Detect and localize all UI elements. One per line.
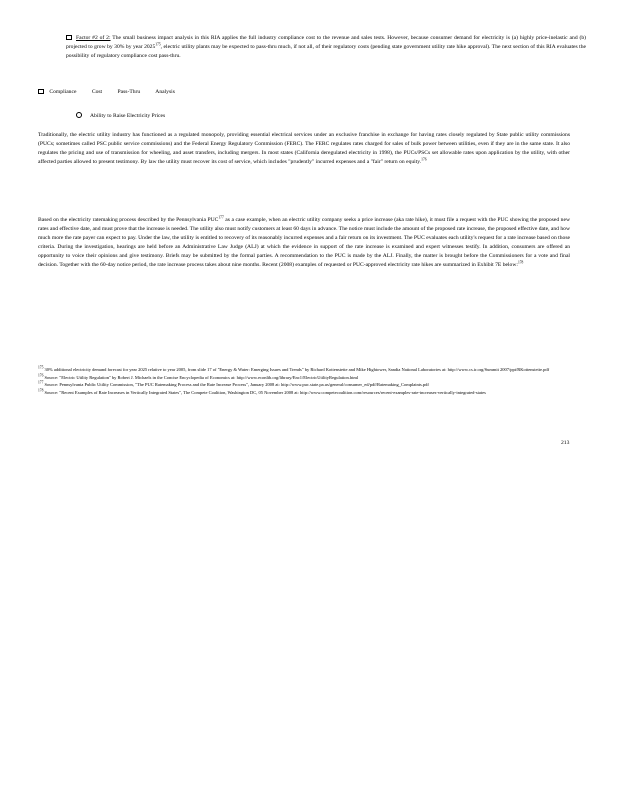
footnote bbox=[38, 367, 570, 373]
subsection-heading-text: Ability to Raise Electricity Prices bbox=[90, 113, 166, 119]
footnote-number: 178 bbox=[38, 387, 44, 392]
factor-text-continued: , electric utility plants may be expected to pass-thru much, if not all, of their regulatory costs (pending state government utility rate hike approval). The next section of this RIA evaluates the possibility of regulatory compliance cost pass-thru. bbox=[66, 43, 586, 59]
footnote-number: 176 bbox=[38, 372, 44, 377]
footnote-number: 175 bbox=[38, 365, 44, 370]
paragraph-text: Traditionally, the electric utility industry has functioned as a regulated monopoly, providing essential electrical services under an exclusive franchise in exchange for having rates closely regulated by State public utility commissions (PUCs; sometimes called PSC public service commissions) and the Federal Energy Regulatory Commission (FERC). The FERC regulates rates charged for sales of bulk power between utilities, even if they are in the same state. It also regulates the pricing and use of transmission for wheeling, and asset transfers, including mergers. In most states (California deregulated electricity in 1998), the PUCs/PSCs set allowable rates upon application by the utility, with other affected parties allowed to present testimony. By law the utility must recover its cost of service, which includes "prudently" incurred expenses and a "fair" return on equity. bbox=[38, 132, 570, 165]
factor-paragraph bbox=[66, 34, 586, 61]
page-number: 213 bbox=[561, 440, 570, 446]
heading-word: Cost bbox=[91, 89, 103, 95]
checkbox-bullet-icon bbox=[38, 89, 44, 94]
footnote-ref[interactable]: 176 bbox=[421, 157, 427, 162]
footnote-text: Source: Pennsylvania Public Utility Commission, "The PUC Ratemaking Process and the Rate Increase Process", January 2008 at: http://www.puc.state.pa.us/general/consumer_ed/pdf/Ratemaking_Complaints.pdf bbox=[44, 382, 429, 387]
footnote-number: 177 bbox=[38, 380, 44, 385]
heading-word: Compliance bbox=[49, 89, 77, 95]
footnotes bbox=[38, 367, 570, 397]
body-paragraph-2 bbox=[38, 216, 570, 269]
paragraph-text-continued: as a case example, when an electric utility company seeks a price increase (aka rate hike), it must file a request with the PUC showing the proposed new rates and effective date, and must prove that the increase is needed. The utility also must notify customers at least 60 days in advance. The notice must include the amount of the proposed rate increase, the proposed effective date, and how much more the rate payer can expect to pay. Under the law, the utility is entitled to recovery of its reasonably incurred expenses and a fair return on its investment. The PUC evaluates each utility's request for a rate increase based on those criteria. During the investigation, hearings are held before an Administrative Law Judge (ALJ) at which the evidence in support of the rate increase is examined and expert witnesses testify. In addition, consumers are offered an opportunity to voice their opinions and give testimony. Briefs may be submitted by the formal parties. A recommendation to the PUC is made by the ALJ. Finally, the matter is brought before the Commissioners for a vote and final decision. Together with the 60-day notice period, the rate increase process takes about nine months. Recent (2008) examples of requested or PUC-approved electricity rate hikes are summarized in Exhibit 7E below: bbox=[38, 217, 570, 268]
footnote-text: 30% additional electricity demand forecast for year 2025 relative to year 2005, from slide 17 of "Energy & Water: Emerging Issues and Trends" by Richard Kottenstette and Mike Hightower, Sandia National Laboratories at: http://www.cs.ir.org/Summit 2007/ppt/RKottenstette.pdf bbox=[44, 367, 550, 372]
body-paragraph-1 bbox=[38, 131, 570, 167]
footnote-text: Source: "Recent Examples of Rate Increases in Vertically Integrated States", The Compete Coalition, Washington DC, 05 November 2008 at: http://www.competecoalition.com/resources/recent-examples-rate-increases-vertically-integrated-states bbox=[44, 389, 486, 395]
section-heading bbox=[38, 88, 189, 96]
footnote-text: Source: "Electric Utility Regulation" by Robert J. Michaels in the Concise Encyclopedia of Economics at: http://www.econlib.org/library/Enc1/ElectricUtilityRegulation.html bbox=[44, 374, 359, 380]
heading-word: Pass-Thru bbox=[117, 89, 141, 95]
footnote bbox=[38, 372, 570, 381]
footnote-ref[interactable]: 175 bbox=[155, 42, 161, 47]
heading-word: Analysis bbox=[155, 89, 175, 95]
circle-bullet-icon bbox=[76, 112, 82, 118]
checkbox-bullet-icon bbox=[66, 35, 72, 40]
factor-label: Factor #2 of 2: bbox=[76, 35, 111, 41]
footnote-ref[interactable]: 177 bbox=[218, 215, 224, 220]
footnote bbox=[38, 387, 570, 396]
footnote bbox=[38, 382, 570, 388]
subsection-heading bbox=[76, 112, 165, 120]
footnote-ref[interactable]: 178 bbox=[517, 259, 524, 264]
paragraph-text: Based on the electricity ratemaking process described by the Pennsylvania PUC bbox=[38, 217, 219, 223]
factor-text: The small business impact analysis in this RIA applies the full industry compliance cost to the revenue and sales tests. However, because consumer demand for electricity is (a) highly price-inelastic and (b) projected to grow by 30% by year 2025 bbox=[66, 35, 587, 50]
